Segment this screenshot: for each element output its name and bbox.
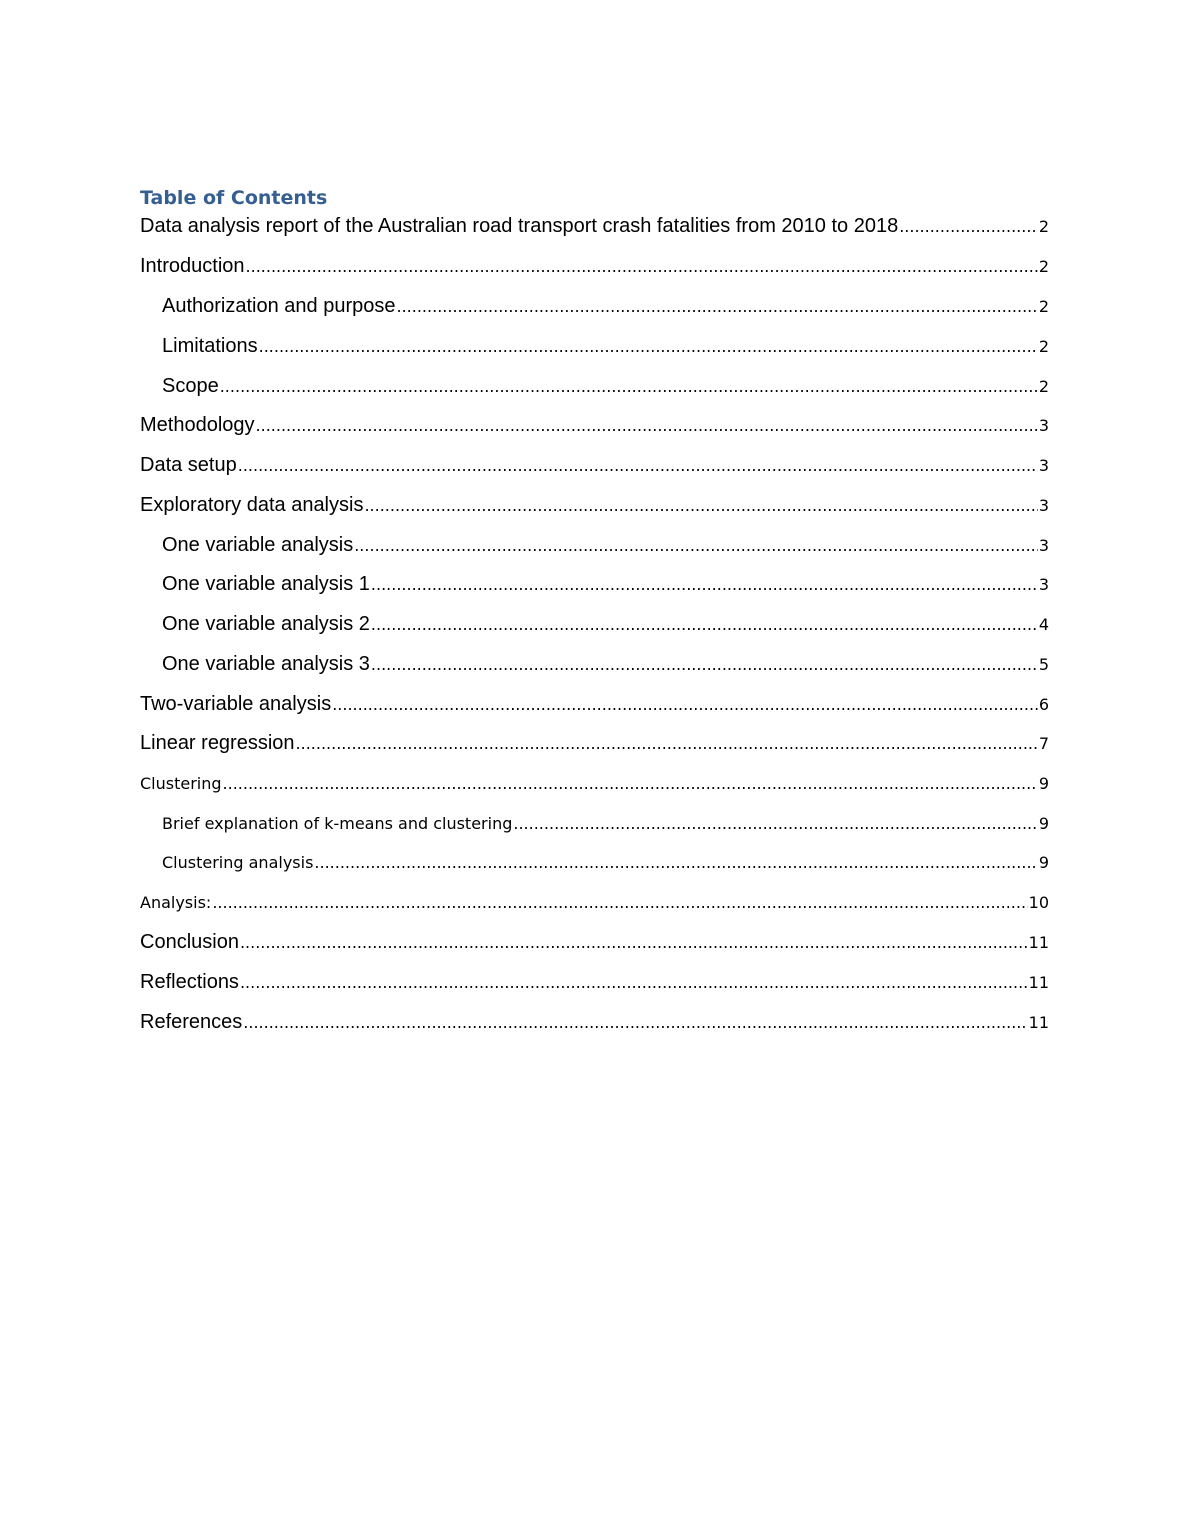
toc-entry-two-variable-analysis[interactable] (140, 693, 1049, 716)
toc-page-number: 11 (1028, 933, 1049, 952)
toc-entry-text: Exploratory data analysis (140, 494, 364, 516)
toc-entry-text: Conclusion (140, 931, 239, 953)
toc-entry-text: One variable analysis 3 (162, 653, 370, 675)
toc-entry-authorization-and-purpose[interactable] (162, 295, 1049, 318)
toc-entry-references[interactable] (140, 1011, 1049, 1034)
toc-entry-text: Limitations (162, 335, 258, 357)
dot-leader (223, 774, 1038, 793)
toc-entry-text: Authorization and purpose (162, 295, 396, 317)
toc-entry-methodology[interactable] (140, 414, 1049, 437)
dot-leader (256, 416, 1038, 435)
toc-entry-text: Data analysis report of the Australian road transport crash fatalities from 2010 to 2018 (140, 215, 899, 237)
toc-entry-text: References (140, 1011, 243, 1033)
toc-page-number: 9 (1038, 814, 1049, 833)
toc-entry-text: Two-variable analysis (140, 693, 332, 715)
toc-page-number: 9 (1038, 774, 1049, 793)
toc-heading: Table of Contents (140, 187, 328, 209)
toc-entry-text: Analysis: (140, 893, 212, 912)
dot-leader (220, 377, 1038, 396)
toc-entry-exploratory-data-analysis[interactable] (140, 494, 1049, 517)
dot-leader (212, 893, 1027, 912)
toc-page-number: 2 (1038, 377, 1049, 396)
toc-entry-data-setup[interactable] (140, 454, 1049, 477)
toc-page-number: 3 (1038, 496, 1049, 515)
dot-leader (364, 496, 1037, 515)
dot-leader (259, 337, 1038, 356)
toc-page-number: 9 (1038, 853, 1049, 872)
toc-entry-one-variable-analysis[interactable] (162, 534, 1049, 557)
toc-entry-text: Clustering (140, 774, 222, 793)
dot-leader (240, 973, 1028, 992)
toc-page-number: 5 (1038, 655, 1049, 674)
toc-entry-text: One variable analysis (162, 534, 354, 556)
dot-leader (332, 695, 1038, 714)
toc-entry-introduction[interactable] (140, 255, 1049, 278)
toc-entry-text: Reflections (140, 971, 239, 993)
toc-entry-analysis[interactable] (140, 893, 1049, 912)
toc-page-number: 3 (1038, 536, 1049, 555)
toc-entry-linear-regression[interactable] (140, 732, 1049, 755)
dot-leader (899, 217, 1038, 236)
dot-leader (397, 297, 1038, 316)
toc-page-number: 4 (1038, 615, 1049, 634)
toc-page-number: 11 (1028, 1013, 1049, 1032)
toc-page-number: 3 (1038, 456, 1049, 475)
dot-leader (238, 456, 1038, 475)
toc-page-number: 3 (1038, 575, 1049, 594)
toc-entry-text: One variable analysis 1 (162, 573, 370, 595)
dot-leader (240, 933, 1028, 952)
toc-entry-text: Introduction (140, 255, 245, 277)
toc-page-number: 10 (1028, 893, 1049, 912)
toc-entry-limitations[interactable] (162, 335, 1049, 358)
toc-page-number: 2 (1038, 297, 1049, 316)
toc-entry-kmeans-explanation[interactable] (162, 814, 1049, 833)
toc-page-number: 11 (1028, 973, 1049, 992)
toc-entry-text: Brief explanation of k-means and clustering (162, 814, 513, 833)
dot-leader (371, 575, 1038, 594)
toc-entry-text: Data setup (140, 454, 237, 476)
toc-entry-clustering-analysis[interactable] (162, 853, 1049, 872)
toc-entry-report-title[interactable] (140, 215, 1049, 238)
toc-entry-text: Clustering analysis (162, 853, 314, 872)
dot-leader (371, 655, 1038, 674)
toc-entry-clustering[interactable] (140, 774, 1049, 793)
toc-entry-one-variable-analysis-1[interactable] (162, 573, 1049, 596)
toc-entry-one-variable-analysis-3[interactable] (162, 653, 1049, 676)
toc-entry-text: Linear regression (140, 732, 295, 754)
dot-leader (354, 536, 1038, 555)
toc-page-number: 6 (1038, 695, 1049, 714)
dot-leader (314, 853, 1037, 872)
toc-page-number: 2 (1038, 337, 1049, 356)
toc-page-number: 2 (1038, 217, 1049, 236)
toc-entry-text: Methodology (140, 414, 255, 436)
toc-page-number: 2 (1038, 257, 1049, 276)
toc-entry-text: One variable analysis 2 (162, 613, 370, 635)
dot-leader (371, 615, 1038, 634)
toc-entry-text: Scope (162, 375, 219, 397)
dot-leader (513, 814, 1037, 833)
toc-entry-one-variable-analysis-2[interactable] (162, 613, 1049, 636)
dot-leader (296, 734, 1038, 753)
toc-entry-reflections[interactable] (140, 971, 1049, 994)
toc-entry-scope[interactable] (162, 375, 1049, 398)
toc-entry-conclusion[interactable] (140, 931, 1049, 954)
dot-leader (243, 1013, 1027, 1032)
toc-page-number: 7 (1038, 734, 1049, 753)
dot-leader (246, 257, 1038, 276)
toc-page-number: 3 (1038, 416, 1049, 435)
